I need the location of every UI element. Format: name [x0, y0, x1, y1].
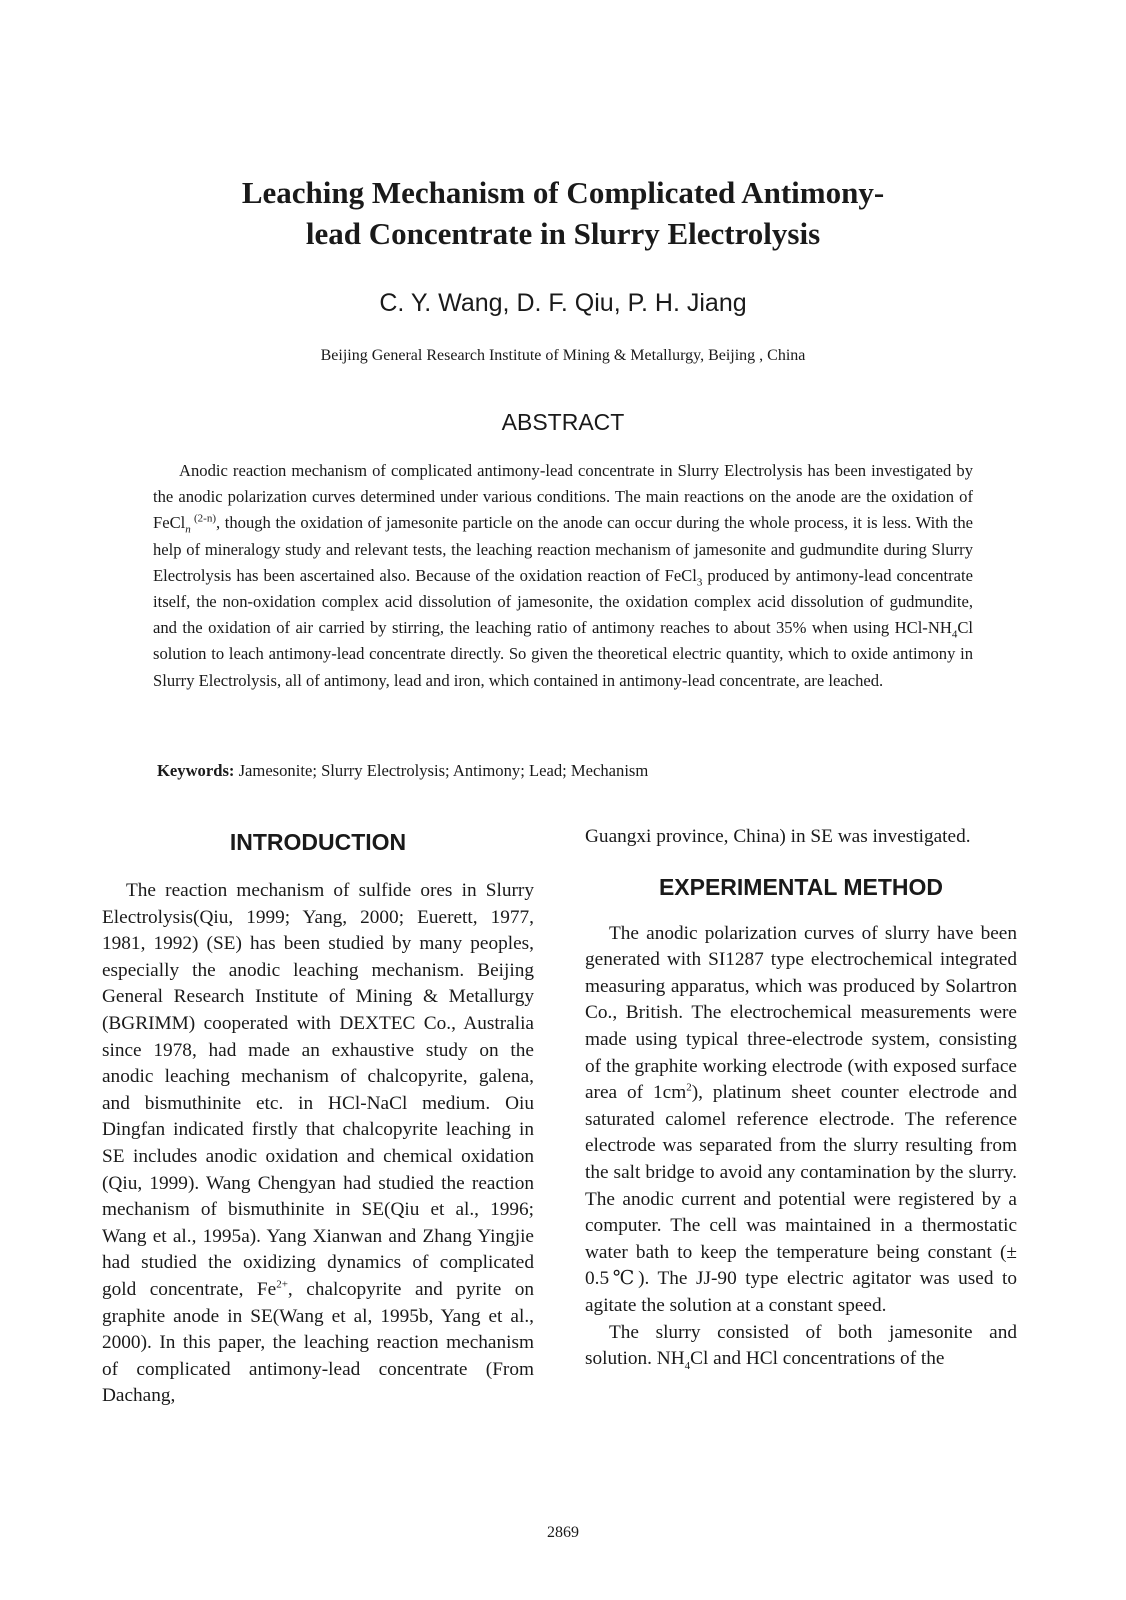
- abstract-heading: ABSTRACT: [501, 409, 625, 435]
- right-column: [585, 824, 1017, 1373]
- paper-title: [150, 172, 976, 254]
- keywords: [157, 758, 973, 784]
- experimental-paragraph-1: The anodic polarization curves of slurry have been generated with SI1287 type electrochemical integrated measuring apparatus, which was produced by Solartron Co., British. The electrochemical measurements were made using typical three-electrode system, consisting of the graphite working electrode (with exposed surface area of $1cm^2$), platinum sheet counter electrode and saturated calomel reference electrode. The reference electrode was separated from the slurry resulting from the salt bridge to avoid any contamination by the slurry. The anodic current and potential were registered by a computer. The cell was maintained in a thermostatic water bath to keep the temperature being constant (± 0.5℃). The JJ-90 type electric agitator was used to agitate the solution at a constant speed.: [585, 922, 1018, 1316]
- page-number: 2869: [547, 1524, 579, 1541]
- abstract-text: Anodic reaction mechanism of complicated antimony-lead concentrate in Slurry Electrolysis has been investigated by the anodic polarization curves determined under various conditions. The main reactions on the anode are the oxidation of FeCl$_n$ $^{(2-n)}$, though the oxidation of jamesonite particle on the anode can occur during the whole process, it is less. With the help of mineralogy study and relevant tests, the leaching reaction mechanism of jamesonite and gudmundite during Slurry Electrolysis has been ascertained also. Because of the oxidation reaction of FeCl$_3$ produced by antimony-lead concentrate itself, the non-oxidation complex acid dissolution of jamesonite, the oxidation complex acid dissolution of gudmundite, and the oxidation of air carried by stirring, the leaching ratio of antimony reaches to about 35% when using HCl-$NH_4Cl$ solution to leach antimony-lead concentrate directly. So given the theoretical electric quantity, which to oxide antimony in Slurry Electrolysis, all of antimony, lead and iron, which contained in antimony-lead concentrate, are leached.: [153, 461, 973, 690]
- introduction-continuation: Guangxi province, China) in SE was investigated.: [585, 826, 971, 847]
- introduction-heading: INTRODUCTION: [229, 829, 407, 855]
- keywords-label: Keywords:: [157, 761, 235, 780]
- introduction-paragraph: The reaction mechanism of sulfide ores in Slurry Electrolysis(Qiu, 1999; Yang, 2000; Euerett, 1977, 1981, 1992) (SE) has been studied by many peoples, especially the anodic leaching mechanism. Beijing General Research Institute of Mining & Metallurgy (BGRIMM) cooperated with DEXTEC Co., Australia since 1978, had made an exhaustive study on the anodic leaching mechanism of chalcopyrite, galena, and bismuthinite etc. in HCl-NaCl medium. Oiu Dingfan indicated firstly that chalcopyrite leaching in SE includes anodic oxidation and chemical oxidation (Qiu, 1999). Wang Chengyan had studied the reaction mechanism of bismuthinite in SE(Qiu et al., 1996; Wang et al., 1995a). Yang Xianwan and Zhang Yingjie had studied the oxidizing dynamics of complicated gold concentrate, $Fe^{2+}$, chalcopyrite and pyrite on graphite anode in SE(Wang et al, 1995b, Yang et al., 2000). In this paper, the leaching reaction mechanism of complicated antimony-lead concentrate (From Dachang,: [102, 880, 535, 1407]
- affiliation: Beijing General Research Institute of Mining & Metallurgy, Beijing , China: [320, 347, 806, 364]
- experimental-heading: EXPERIMENTAL METHOD: [658, 873, 944, 900]
- title-line-2: lead Concentrate in Slurry Electrolysis: [305, 216, 821, 251]
- keywords-list: Jamesonite; Slurry Electrolysis; Antimony; Lead; Mechanism: [234, 761, 649, 780]
- title-line-1: Leaching Mechanism of Complicated Antimony-: [241, 175, 885, 210]
- experimental-paragraph-2: The slurry consisted of both jamesonite and solution. $NH_4Cl$ and HCl concentrations of the: [585, 1321, 1017, 1372]
- authors: C. Y. Wang, D. F. Qiu, P. H. Jiang: [379, 289, 747, 317]
- left-column: [102, 823, 534, 1410]
